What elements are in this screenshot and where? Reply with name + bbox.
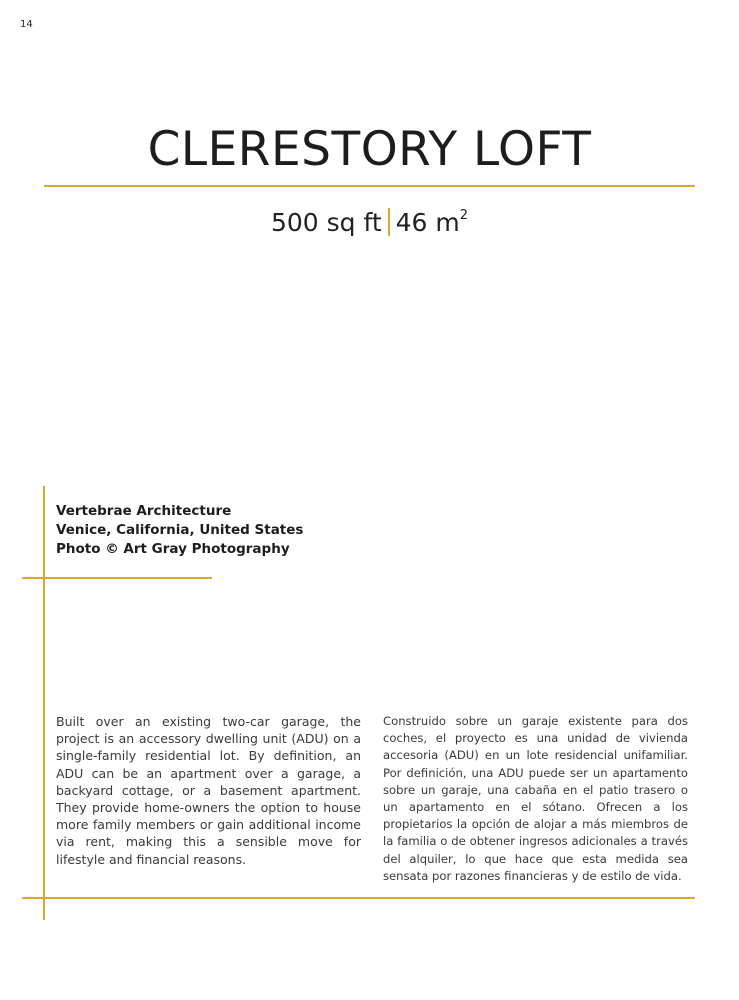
vertical-accent-line [43,486,45,920]
title-divider [44,185,695,187]
area-metric-exponent: 2 [459,208,469,223]
bottom-divider [22,897,695,899]
credit-architect: Vertebrae Architecture [56,503,232,519]
page-number: 14 [20,19,33,30]
area-imperial: 500 sq ft [270,208,382,237]
body-text-english: Built over an existing two-car garage, the project is an accessory dwelling unit (ADU) on a single-family residential lot. By definition, an ADU can be an apartment over a garage, a backyard cottage, or a basement apartment. They provide home-owners the option to house more family members or gain additional income via rent, making this a sensible move for lifestyle and financial reasons. [56,714,361,867]
credits-divider [22,577,212,579]
body-text-spanish: Construido sobre un garaje existente para dos coches, el proyecto es una unidad de vivienda accesoria (ADU) en un lote residencial unifamiliar. Por definición, una ADU puede ser un apartamento sobre un garaje, una cabaña en el patio trasero o un apartamento en el sótano. Ofrecen a los propietarios la opción de alojar a más miembros de la familia o de obtener ingresos adicionales a través del alquiler, lo que hace que esta medida sea sensata por razones financieras y de estilo de vida. [383,714,688,883]
area-separator [388,208,390,236]
credits-block [56,502,303,559]
page-title: CLERESTORY LOFT [147,122,592,177]
credit-photo: Photo © Art Gray Photography [56,541,290,557]
area-metric: 46 m [395,208,460,237]
credit-location: Venice, California, United States [56,522,304,538]
area-line [0,198,739,241]
